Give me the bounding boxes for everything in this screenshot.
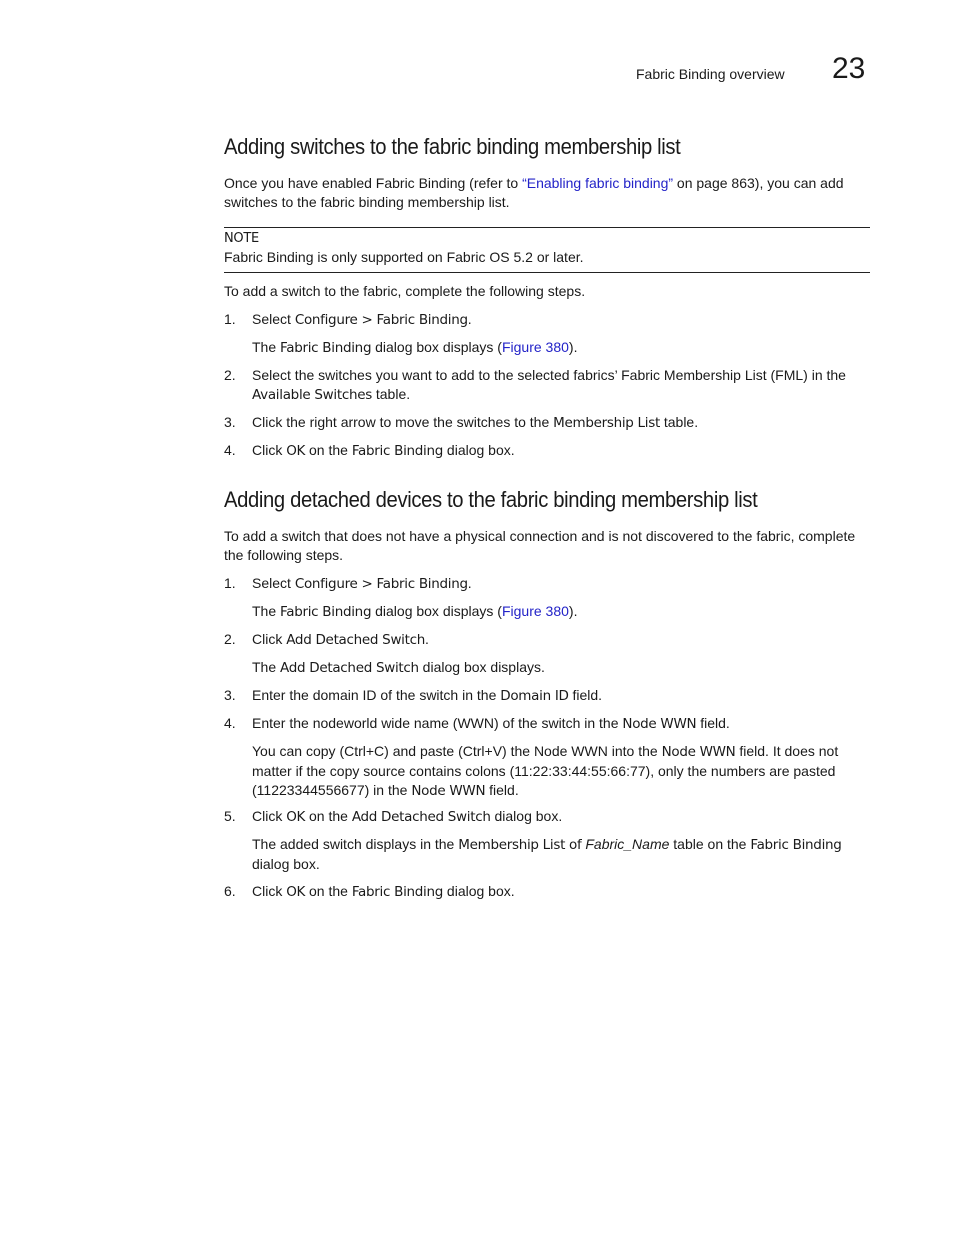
note-box bbox=[224, 227, 870, 273]
chapter-number: 23 bbox=[832, 52, 866, 85]
page-header bbox=[0, 0, 954, 100]
note-text: Fabric Binding is only supported on Fabric OS 5.2 or later. bbox=[224, 249, 584, 265]
enabling-fabric-binding-link[interactable]: “Enabling fabric binding” bbox=[522, 175, 674, 191]
step-note: The Add Detached Switch dialog box displays. bbox=[252, 659, 545, 676]
step-note: The added switch displays in the Membership List of Fabric_Name table on the Fabric Binding dialog box. bbox=[252, 836, 842, 872]
list-item: 4. Click OK on the Fabric Binding dialog box. bbox=[224, 442, 515, 459]
section-heading-adding-detached-devices: Adding detached devices to the fabric binding membership list bbox=[224, 487, 758, 512]
step-note: The Fabric Binding dialog box displays (Figure 380). bbox=[252, 339, 578, 356]
step-note: You can copy (Ctrl+C) and paste (Ctrl+V) the Node WWN into the Node WWN field. It does not matter if the copy source contains colons (11:22:33:44:55:66:77), only the numbers are pasted (11223344556677) in the Node WWN field. bbox=[252, 743, 839, 799]
list-item: 2. Select the switches you want to add to the selected fabrics’ Fabric Membership List (FML) in the Available Switches table. bbox=[224, 367, 846, 403]
list-item: 4. Enter the nodeworld wide name (WWN) of the switch in the Node WWN field. bbox=[224, 715, 730, 732]
running-header-title: Fabric Binding overview bbox=[636, 66, 785, 82]
section-heading-adding-switches: Adding switches to the fabric binding membership list bbox=[224, 134, 681, 159]
list-item: 5. Click OK on the Add Detached Switch dialog box. bbox=[224, 808, 563, 825]
note-label: NOTE bbox=[224, 231, 259, 246]
figure-380-link[interactable]: Figure 380 bbox=[501, 603, 569, 619]
section1-intro: Once you have enabled Fabric Binding (refer to “Enabling fabric binding” on page 863), you can add switches to the fabric binding membership list. bbox=[224, 175, 844, 210]
list-item: 3. Click the right arrow to move the switches to the Membership List table. bbox=[224, 414, 699, 431]
list-item: 1. Select Configure > Fabric Binding. bbox=[224, 311, 472, 328]
list-item: 2. Click Add Detached Switch. bbox=[224, 631, 429, 648]
list-item: 3. Enter the domain ID of the switch in the Domain ID field. bbox=[224, 687, 603, 704]
section1-lead: To add a switch to the fabric, complete the following steps. bbox=[224, 283, 586, 299]
list-item: 1. Select Configure > Fabric Binding. bbox=[224, 575, 472, 592]
step-note: The Fabric Binding dialog box displays (Figure 380). bbox=[252, 603, 578, 620]
figure-380-link[interactable]: Figure 380 bbox=[501, 339, 569, 355]
section2-intro: To add a switch that does not have a physical connection and is not discovered to the fabric, complete the following steps. bbox=[224, 528, 856, 563]
list-item: 6. Click OK on the Fabric Binding dialog box. bbox=[224, 883, 515, 900]
